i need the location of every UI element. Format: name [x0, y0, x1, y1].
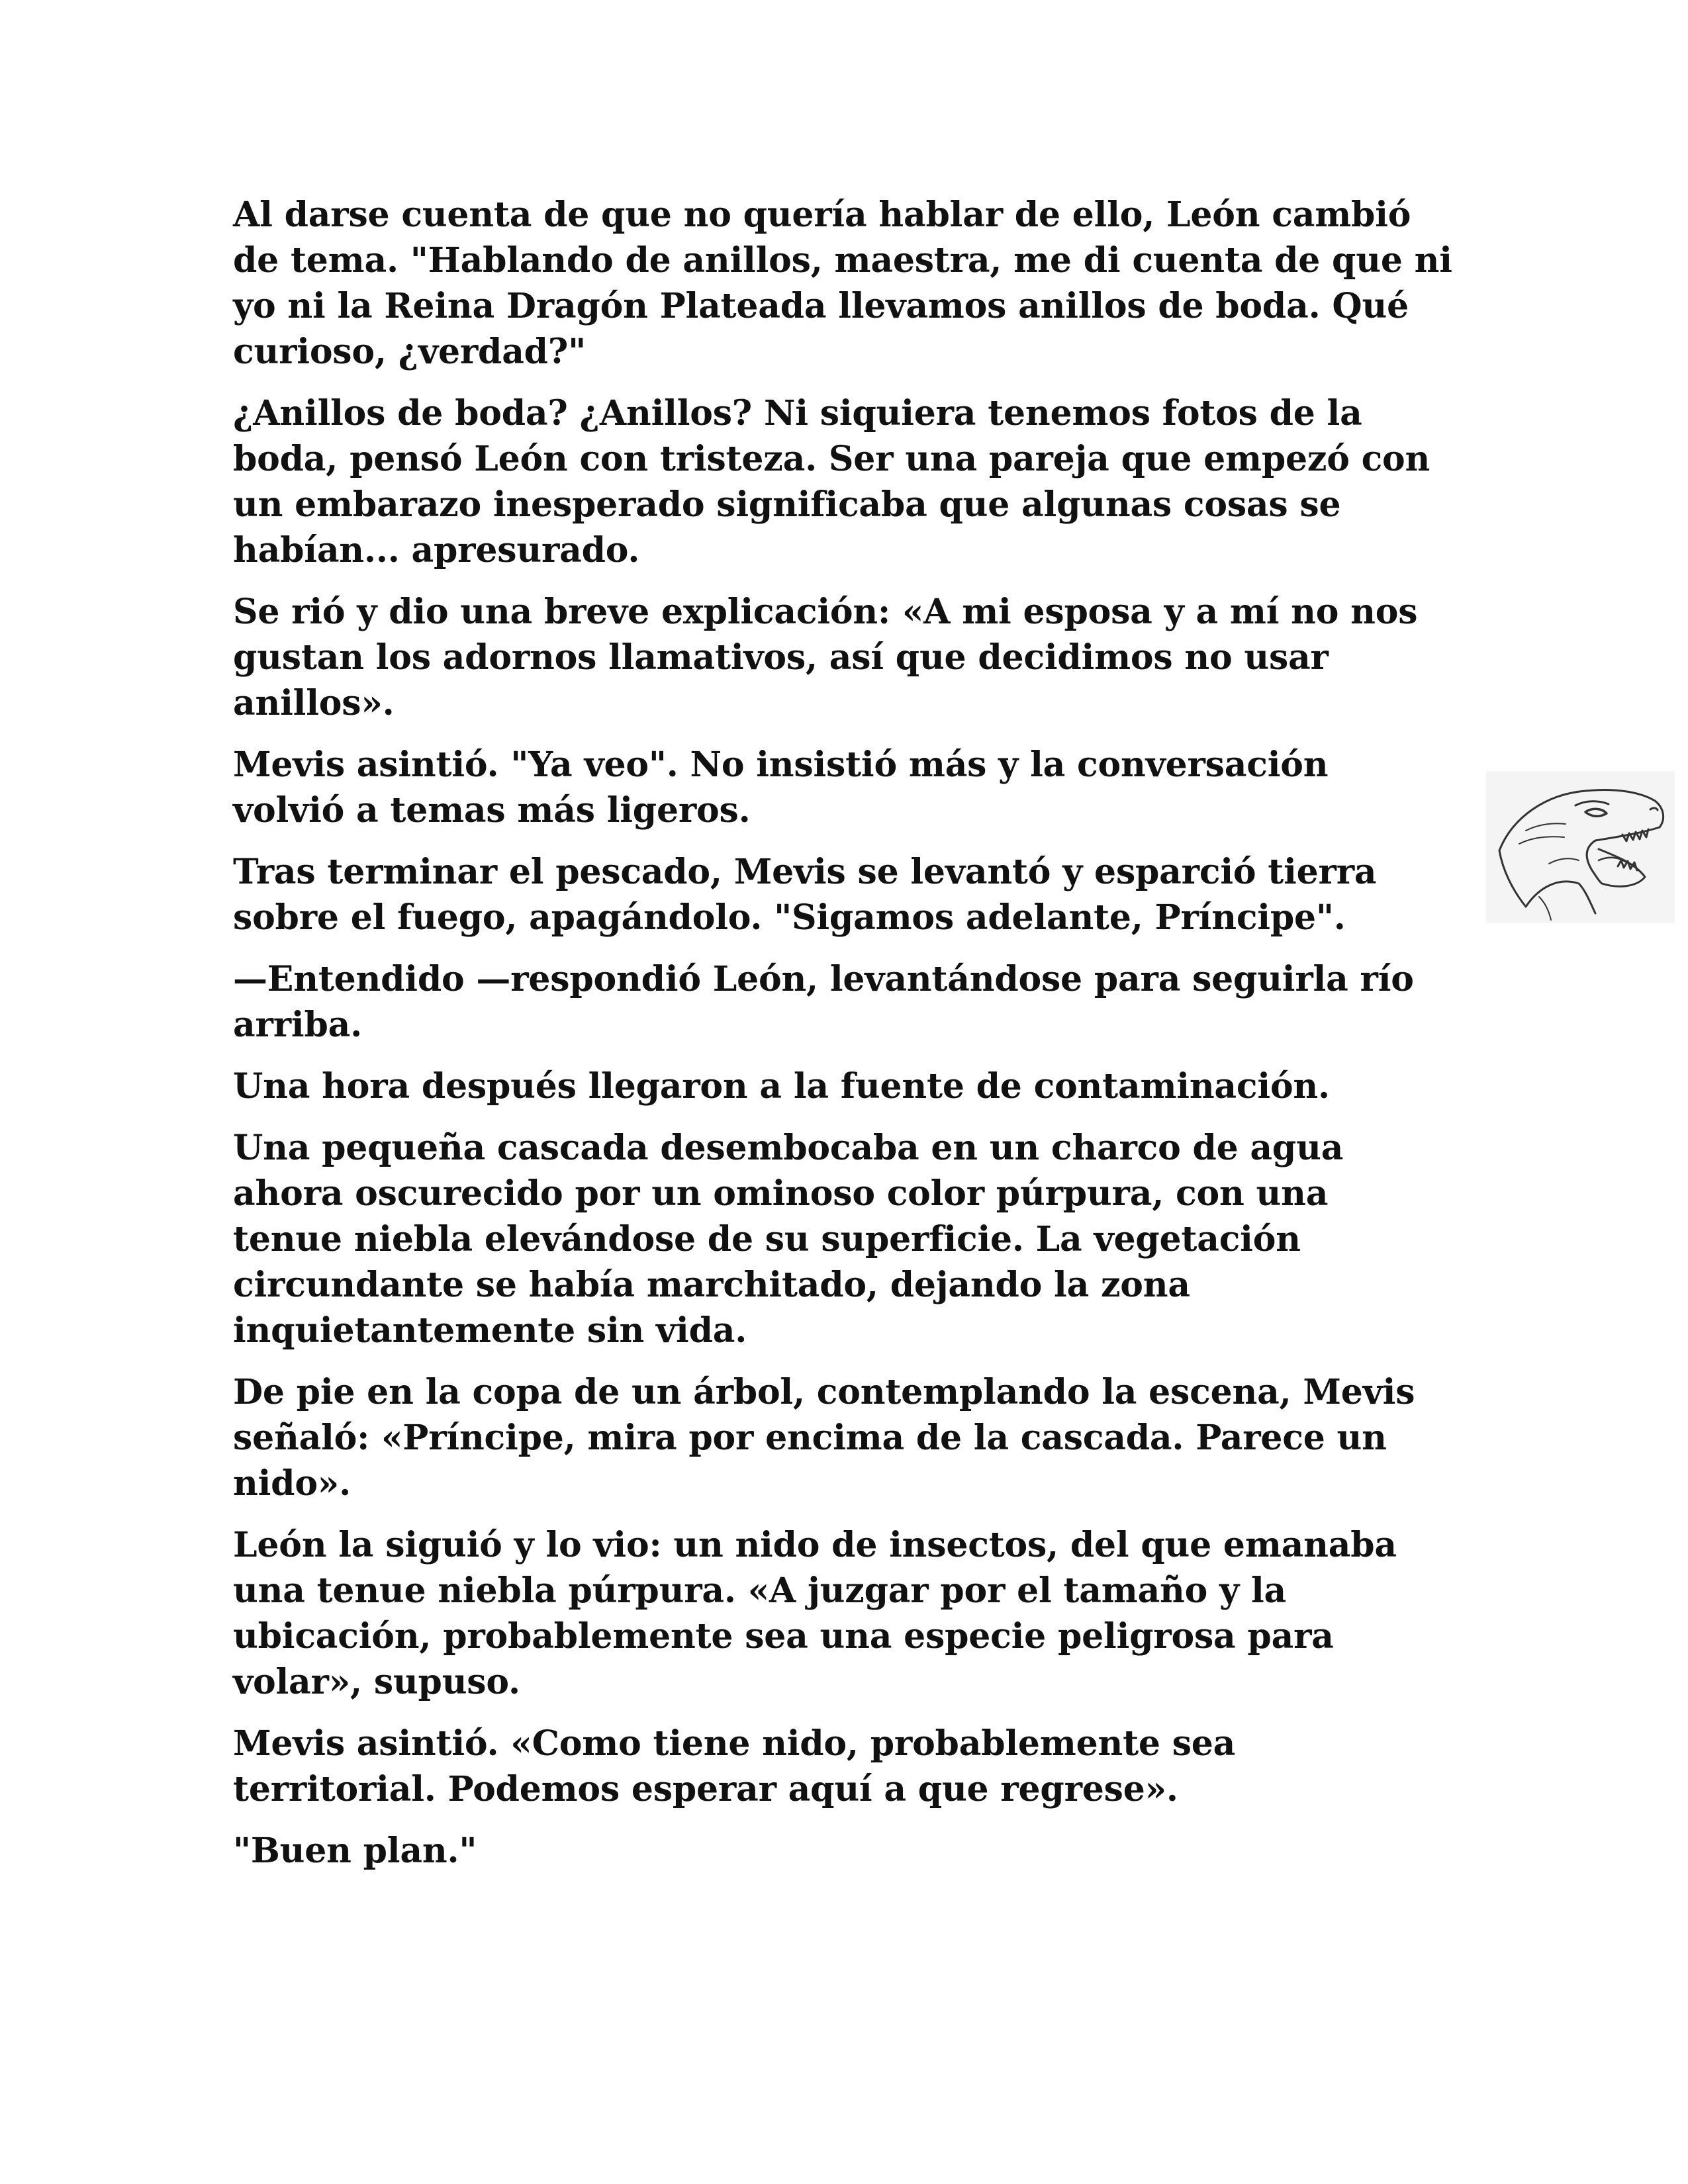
- paragraph: [233, 1721, 1477, 1812]
- text-line: volvió a temas más ligeros.: [233, 790, 751, 831]
- text-line: ¿Anillos de boda? ¿Anillos? Ni siquiera tenemos fotos de la: [233, 393, 1362, 433]
- text-line: —Entendido —respondió León, levantándose para seguirla río: [233, 959, 1414, 999]
- text-line: curioso, ¿verdad?": [233, 332, 586, 372]
- text-line: un embarazo inesperado significaba que algunas cosas se: [233, 484, 1341, 525]
- text-line: boda, pensó León con tristeza. Ser una pareja que empezó con: [233, 439, 1430, 479]
- paragraph: [233, 742, 1477, 833]
- text-line: Una hora después llegaron a la fuente de contaminación.: [233, 1066, 1330, 1107]
- paragraph: [233, 1064, 1477, 1109]
- story-text: [233, 192, 1477, 1889]
- paragraph: [233, 589, 1477, 726]
- text-line: Mevis asintió. "Ya veo". No insistió más y la conversación: [233, 745, 1329, 785]
- text-line: gustan los adornos llamativos, así que decidimos no usar: [233, 637, 1329, 678]
- text-line: señaló: «Príncipe, mira por encima de la cascada. Parece un: [233, 1418, 1387, 1458]
- text-line: sobre el fuego, apagándolo. "Sigamos adelante, Príncipe".: [233, 897, 1346, 938]
- text-line: "Buen plan.": [233, 1831, 477, 1871]
- text-line: habían... apresurado.: [233, 530, 640, 570]
- text-line: territorial. Podemos esperar aquí a que regrese».: [233, 1769, 1178, 1809]
- paragraph: [233, 1369, 1477, 1506]
- paragraph: [233, 1522, 1477, 1705]
- text-line: una tenue niebla púrpura. «A juzgar por el tamaño y la: [233, 1570, 1287, 1611]
- text-line: inquietantemente sin vida.: [233, 1310, 747, 1351]
- text-line: volar», supuso.: [233, 1662, 520, 1702]
- text-line: nido».: [233, 1463, 352, 1504]
- text-line: De pie en la copa de un árbol, contemplando la escena, Mevis: [233, 1372, 1415, 1412]
- paragraph: [233, 849, 1477, 940]
- dinosaur-head-sketch-icon: [1486, 771, 1675, 923]
- text-line: Mevis asintió. «Como tiene nido, probablemente sea: [233, 1723, 1236, 1764]
- paragraph: [233, 192, 1477, 375]
- text-line: de tema. "Hablando de anillos, maestra, me di cuenta de que ni: [233, 240, 1452, 281]
- text-line: Se rió y dio una breve explicación: «A mi esposa y a mí no nos: [233, 592, 1418, 632]
- text-line: yo ni la Reina Dragón Plateada llevamos anillos de boda. Qué: [233, 286, 1409, 326]
- paragraph: [233, 390, 1477, 573]
- text-line: anillos».: [233, 683, 395, 723]
- text-line: ahora oscurecido por un ominoso color púrpura, con una: [233, 1173, 1329, 1214]
- paragraph: [233, 1125, 1477, 1353]
- paragraph: [233, 956, 1477, 1048]
- text-line: Al darse cuenta de que no quería hablar de ello, León cambió: [233, 195, 1411, 235]
- text-line: ubicación, probablemente sea una especie peligrosa para: [233, 1616, 1334, 1657]
- text-line: arriba.: [233, 1005, 362, 1045]
- text-line: Una pequeña cascada desembocaba en un charco de agua: [233, 1128, 1344, 1168]
- text-line: Tras terminar el pescado, Mevis se levantó y esparció tierra: [233, 852, 1377, 892]
- paragraph: [233, 1828, 1477, 1874]
- text-line: tenue niebla elevándose de su superficie. La vegetación: [233, 1219, 1301, 1259]
- text-line: León la siguió y lo vio: un nido de insectos, del que emanaba: [233, 1525, 1397, 1565]
- text-line: circundante se había marchitado, dejando la zona: [233, 1265, 1190, 1305]
